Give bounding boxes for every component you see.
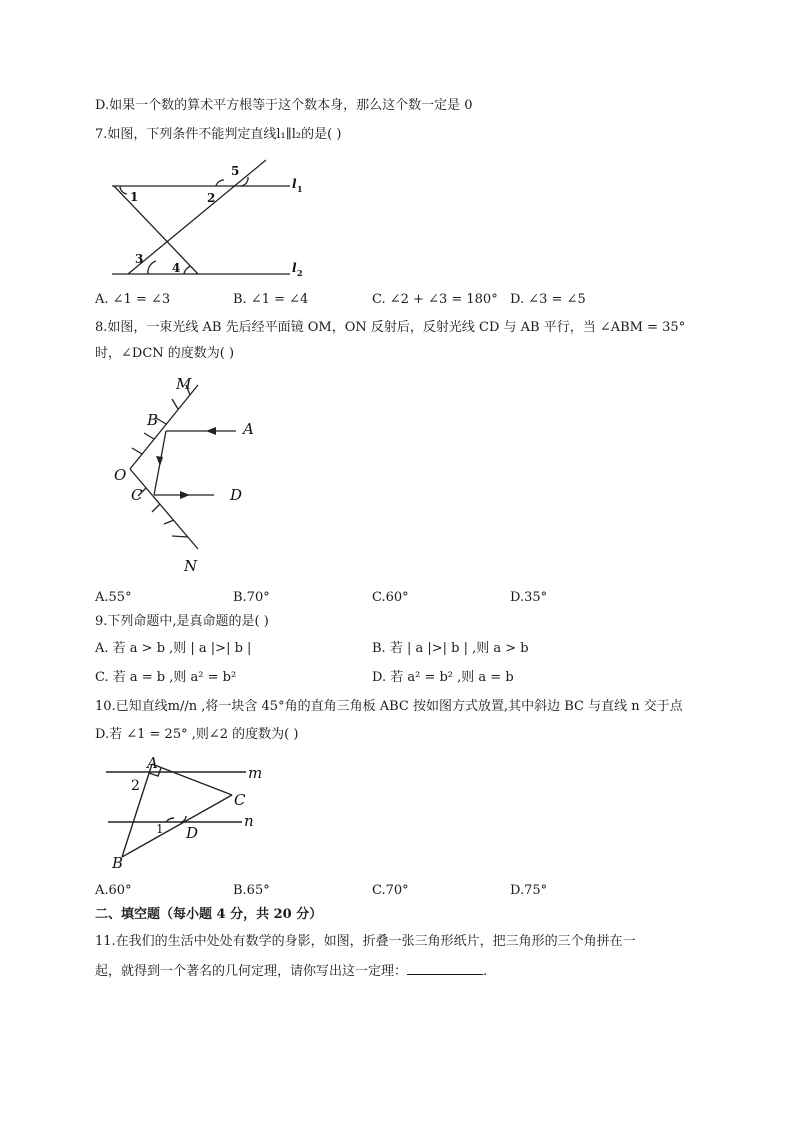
q11-line1: 11.在我们的生活中处处有数学的身影，如图，折叠一张三角形纸片，把三角形的三个角拼在一: [95, 934, 636, 949]
q8-label-n: N: [184, 557, 198, 575]
q10-angle-2: 2: [131, 778, 140, 794]
q7-stem: 7.如图，下列条件不能判定直线l₁∥l₂的是( ): [95, 127, 342, 142]
q7-line-l2-sub: 2: [297, 268, 303, 278]
q10-figure: [100, 752, 280, 877]
q9-option-c: C. 若 a = b ,则 a² = b²: [95, 670, 237, 685]
q9-option-a: A. 若 a > b ,则 | a |>| b |: [95, 641, 252, 656]
q8-label-m: M: [176, 375, 192, 393]
q10-label-b: B: [112, 854, 124, 872]
q8-option-b: B.70°: [233, 590, 270, 605]
q8-label-d: D: [230, 486, 243, 504]
q10-option-a: A.60°: [95, 883, 132, 898]
q9-stem: 9.下列命题中,是真命题的是( ): [95, 614, 269, 629]
q10-label-m: m: [248, 764, 263, 782]
q7-angle-4: 4: [172, 261, 181, 275]
q7-line-l1: l: [292, 177, 297, 191]
q10-option-d: D.75°: [510, 883, 548, 898]
q11-line2-text: 起，就得到一个著名的几何定理，请你写出这一定理：: [95, 964, 408, 979]
q10-angle-1: 1: [156, 822, 164, 836]
q10-label-d: D: [186, 824, 199, 842]
q9-option-d: D. 若 a² = b² ,则 a = b: [372, 670, 514, 685]
q8-label-a: A: [243, 420, 254, 438]
section-heading: 二、填空题（每小题 4 分，共 20 分）: [95, 907, 323, 922]
q7-angle-3: 3: [135, 252, 144, 266]
q8-option-a: A.55°: [95, 590, 132, 605]
q9-option-b: B. 若 | a |>| b | ,则 a > b: [372, 641, 529, 656]
q7-line-l1-sub: 1: [297, 184, 303, 194]
q10-label-a: A: [147, 754, 158, 772]
q7-angle-2: 2: [207, 191, 216, 205]
q7-option-c: C. ∠2 + ∠3 = 180°: [372, 292, 498, 307]
q8-stem-line1: 8.如图，一束光线 AB 先后经平面镜 OM，ON 反射后，反射光线 CD 与 AB 平行，当 ∠ABM = 35°: [95, 320, 686, 335]
q10-stem-line2: D.若 ∠1 = 25° ,则∠2 的度数为( ): [95, 727, 299, 742]
q10-option-c: C.70°: [372, 883, 409, 898]
q7-option-a: A. ∠1 = ∠3: [95, 292, 171, 307]
q7-angle-5: 5: [231, 164, 240, 178]
q7-angle-1: 1: [130, 190, 139, 204]
q8-option-c: C.60°: [372, 590, 409, 605]
q8-label-c: C: [131, 486, 143, 504]
q7-option-d: D. ∠3 = ∠5: [510, 292, 586, 307]
q10-label-n: n: [244, 812, 254, 830]
q7-line-l2: l: [292, 261, 297, 275]
q6-option-d: D.如果一个数的算术平方根等于这个数本身，那么这个数一定是 0: [95, 98, 473, 113]
q11-line2: [95, 962, 487, 981]
q8-stem-line2: 时，∠DCN 的度数为( ): [95, 346, 235, 361]
q8-label-o: O: [114, 466, 127, 484]
q11-answer-blank[interactable]: [407, 962, 483, 975]
q11-line2-end: .: [483, 964, 488, 979]
q8-option-d: D.35°: [510, 590, 548, 605]
q10-stem-line1: 10.已知直线m//n ,将一块含 45°角的直角三角板 ABC 按如图方式放置,其中斜边 BC 与直线 n 交于点: [95, 699, 683, 714]
q8-figure: [110, 372, 280, 577]
q10-option-b: B.65°: [233, 883, 270, 898]
q8-label-b: B: [147, 411, 159, 429]
q7-option-b: B. ∠1 = ∠4: [233, 292, 309, 307]
q7-figure: [100, 155, 310, 285]
q10-label-c: C: [234, 791, 246, 809]
